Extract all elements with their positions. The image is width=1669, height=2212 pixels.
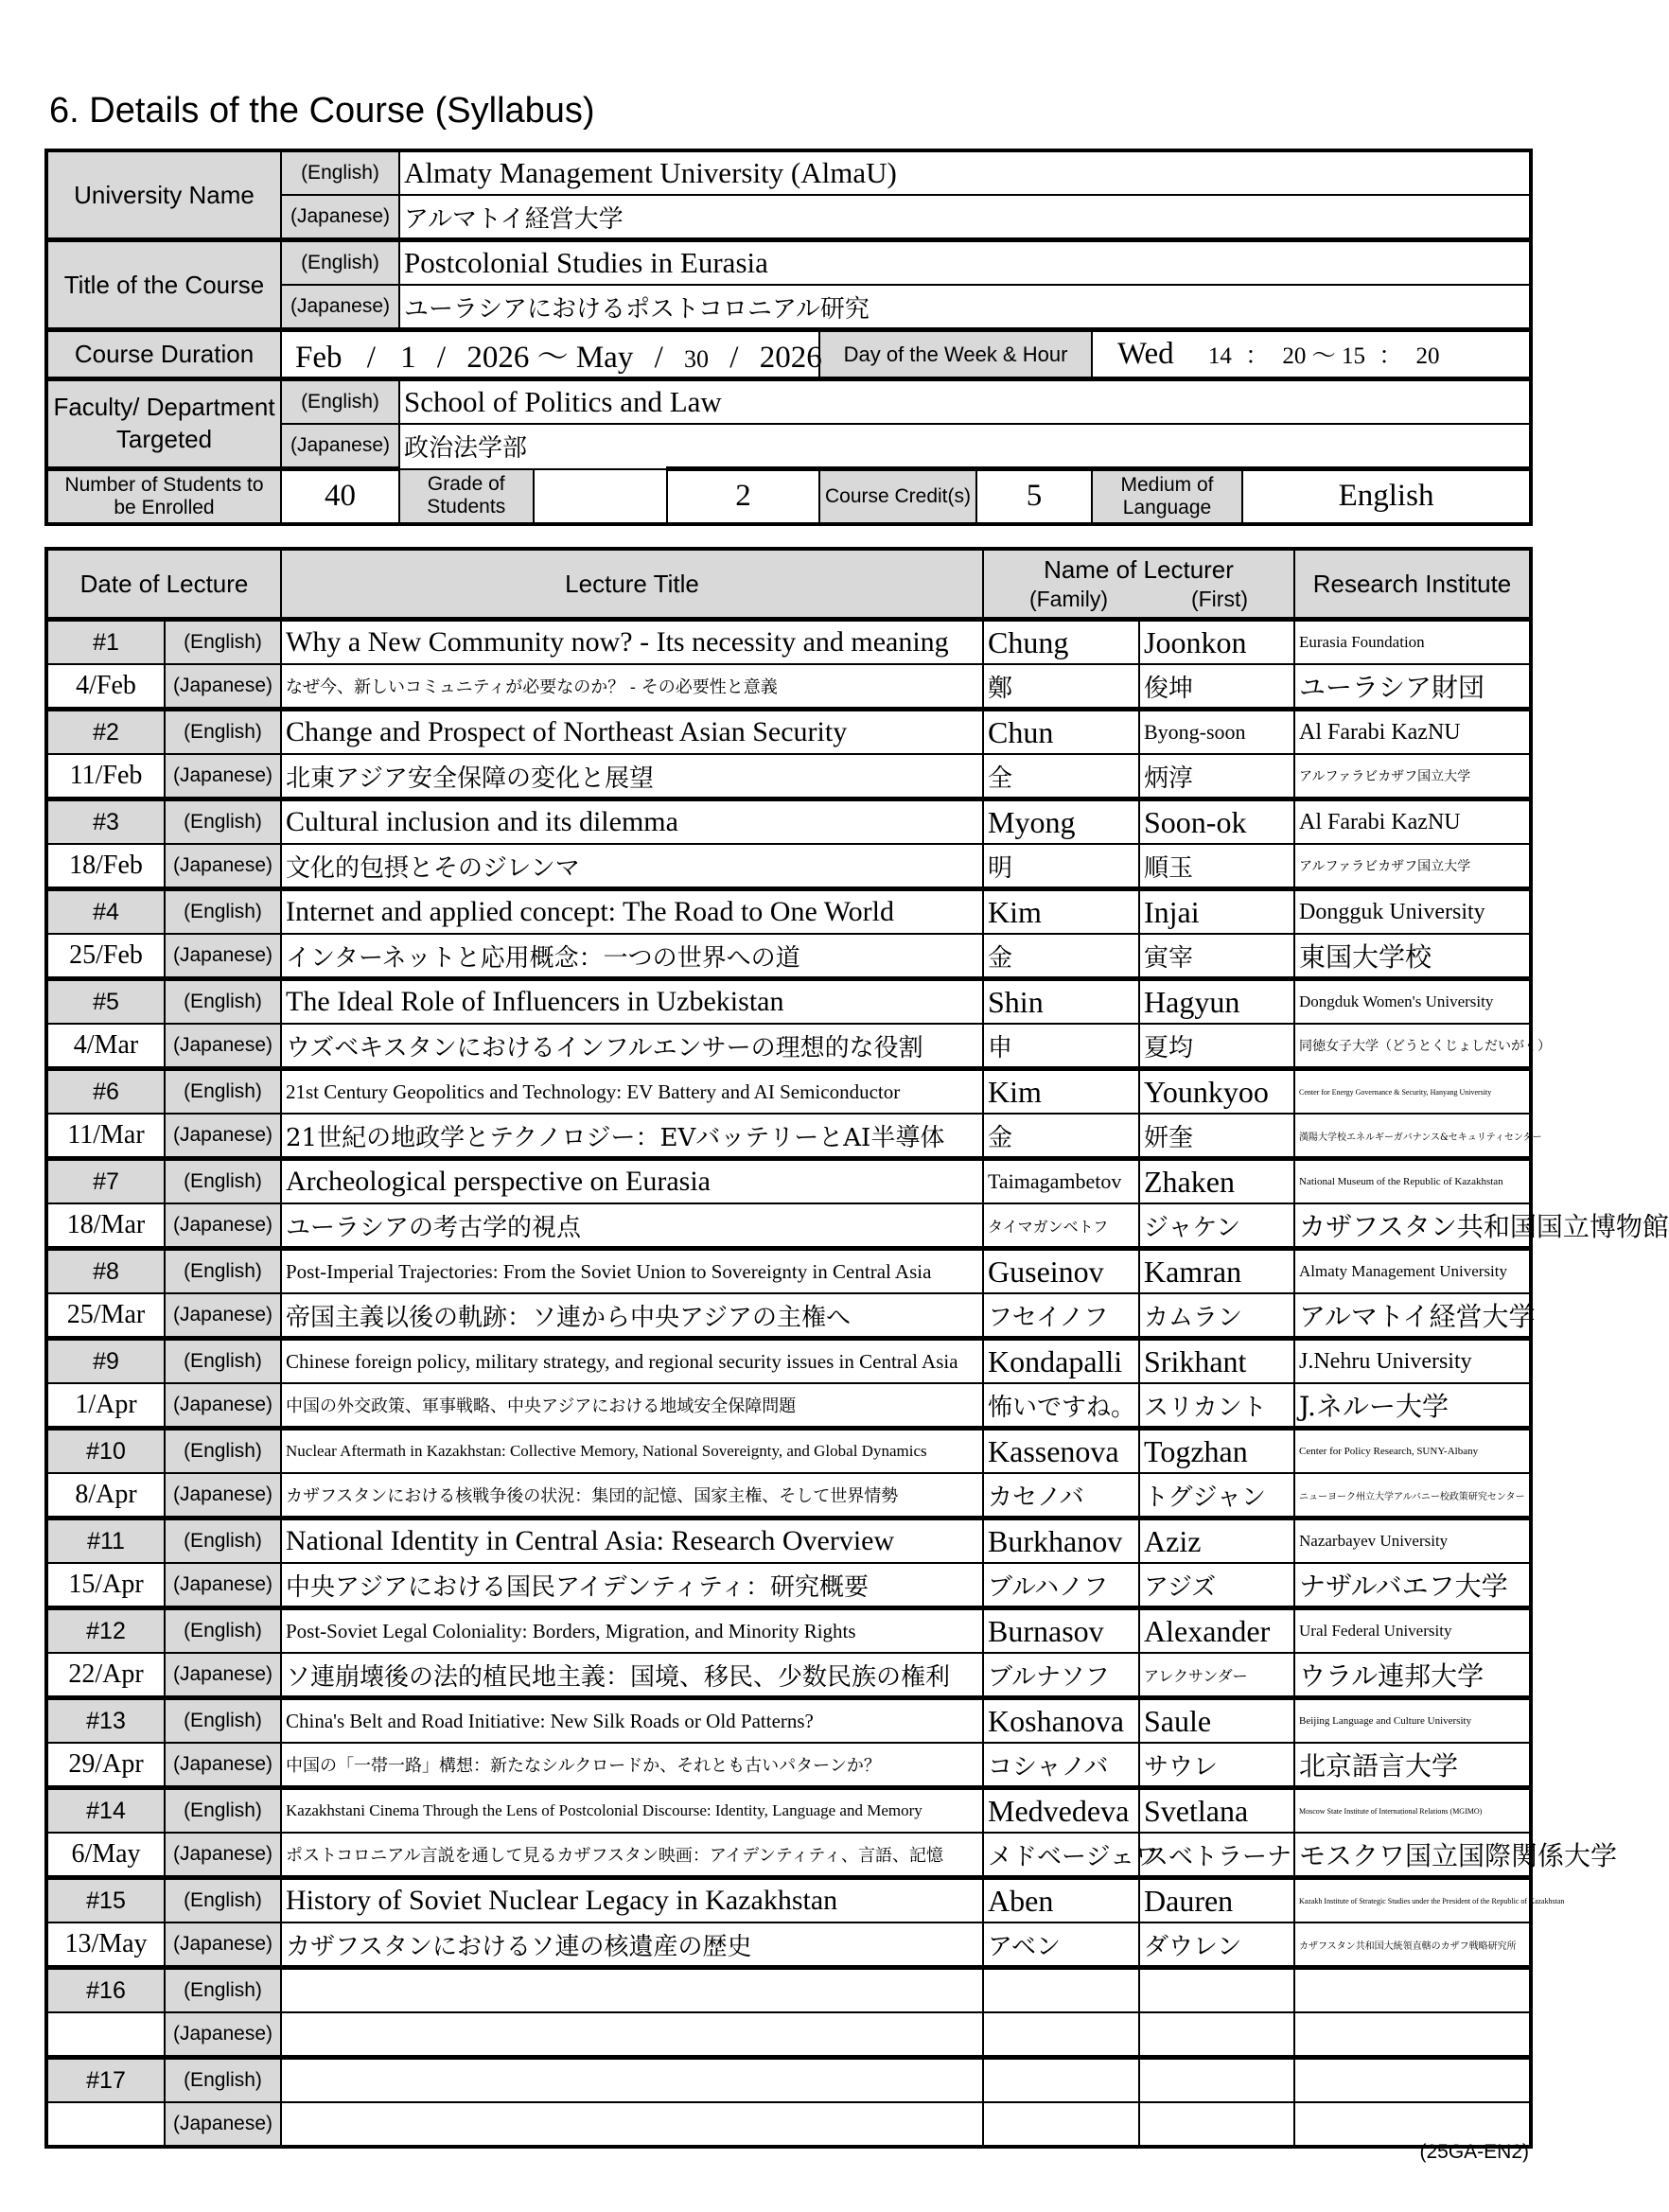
header-institute: Research Institute [1294, 549, 1531, 620]
course-duration-value [281, 330, 822, 379]
lecture-row-english [46, 620, 1531, 665]
lecture-title-jp [281, 2102, 983, 2147]
end-hour: 15 [1341, 343, 1365, 369]
lecture-title-jp: 21世紀の地政学とテクノロジー：EVバッテリーとAI半導体 [281, 1114, 983, 1159]
lecture-row-japanese [46, 844, 1531, 889]
lang-label-japanese: (Japanese) [165, 2012, 281, 2058]
lecture-number: #12 [46, 1608, 165, 1654]
lecture-title-jp: ソ連崩壊後の法的植民地主義：国境、移民、少数民族の権利 [281, 1653, 983, 1698]
lecture-row-english [46, 1429, 1531, 1474]
start-year: 2026 [466, 341, 530, 375]
lecture-row-english [46, 1249, 1531, 1294]
lecturer-first-jp: スリカント [1139, 1383, 1294, 1429]
research-institute-jp: ニューヨーク州立大学アルバニー校政策研究センター [1294, 1473, 1531, 1519]
lecture-row-japanese [46, 1743, 1531, 1788]
end-day: 30 [684, 345, 710, 373]
lecturer-family-jp: 怖いですね。 [983, 1383, 1139, 1429]
lecturer-first-jp: トグジャン [1139, 1473, 1294, 1519]
faculty-label: Faculty/ Department Targeted [46, 379, 281, 469]
research-institute-jp: 東国大学校 [1294, 934, 1531, 979]
header-family: (Family) [1028, 586, 1109, 611]
lang-label-english: (English) [165, 1878, 281, 1923]
lecturer-family-en [983, 1968, 1139, 2013]
lecture-title-jp [281, 2012, 983, 2058]
header-title: Lecture Title [281, 549, 983, 620]
lecture-number: #11 [46, 1519, 165, 1564]
lecture-row-japanese [46, 664, 1531, 710]
research-institute-jp: モスクワ国立国際関係大学 [1294, 1833, 1531, 1878]
research-institute-jp: カザフスタン共和国大統領直轄のカザフ戦略研究所 [1294, 1922, 1531, 1968]
lang-label-english: (English) [165, 799, 281, 845]
lecture-row-japanese [46, 1833, 1531, 1878]
lecturer-family-jp: 鄭 [983, 664, 1139, 710]
lecture-title-jp: カザフスタンにおけるソ連の核遺産の歴史 [281, 1922, 983, 1968]
lecturer-first-jp: ダウレン [1139, 1922, 1294, 1968]
lecturer-family-en: Medvedeva [983, 1788, 1139, 1834]
lecture-title-en: Post-Soviet Legal Coloniality: Borders, Migration, and Minority Rights [281, 1608, 983, 1654]
lecturer-family-en: Taimagambetov [983, 1159, 1139, 1204]
research-institute-jp: ユーラシア財団 [1294, 664, 1531, 710]
start-minute: 20 [1282, 343, 1307, 369]
day-hour-value [1092, 330, 1531, 379]
lang-label-english: (English) [165, 979, 281, 1025]
lecture-date: 25/Mar [46, 1293, 165, 1339]
lecture-row-japanese [46, 2102, 1531, 2147]
lecture-row-japanese [46, 1203, 1531, 1249]
time-colon: ： [1379, 343, 1403, 369]
lecture-title-en [281, 2058, 983, 2103]
lecturer-family-en: Koshanova [983, 1698, 1139, 1744]
lecturer-family-jp: 申 [983, 1024, 1139, 1069]
lecture-number: #14 [46, 1788, 165, 1834]
lecture-date: 8/Apr [46, 1473, 165, 1519]
lecture-date: 11/Mar [46, 1114, 165, 1159]
lang-label-japanese: (Japanese) [165, 1653, 281, 1698]
lang-label-japanese: (Japanese) [165, 1293, 281, 1339]
weekday: Wed [1117, 337, 1174, 371]
lecturer-family-jp: 金 [983, 934, 1139, 979]
lecture-number: #17 [46, 2058, 165, 2103]
faculty-en: School of Politics and Law [399, 379, 1531, 425]
date-separator: / [366, 341, 376, 375]
lecture-number: #16 [46, 1968, 165, 2013]
lecture-date: 29/Apr [46, 1743, 165, 1788]
lecture-row-japanese [46, 1653, 1531, 1698]
lecture-row-japanese [46, 1024, 1531, 1069]
lecture-title-jp: インターネットと応用概念：一つの世界への道 [281, 934, 983, 979]
lecture-row-english [46, 979, 1531, 1025]
lecturer-first-jp: 俊坤 [1139, 664, 1294, 710]
lecturer-first-en: Togzhan [1139, 1429, 1294, 1474]
lecture-row-english [46, 1968, 1531, 2013]
range-tilde: ～ [536, 341, 569, 375]
lecturer-family-jp: フセイノフ [983, 1293, 1139, 1339]
research-institute-jp [1294, 2012, 1531, 2058]
course-title-jp: ユーラシアにおけるポストコロニアル研究 [399, 285, 1531, 330]
lecture-title-en: Why a New Community now? - Its necessity and meaning [281, 620, 983, 665]
lecturer-first-en: Saule [1139, 1698, 1294, 1744]
grade-label: Grade of Students [400, 470, 534, 522]
lecture-row-japanese [46, 754, 1531, 799]
date-separator: / [436, 341, 447, 375]
lecturer-first-jp: アレクサンダー [1139, 1653, 1294, 1698]
lecturer-family-jp: 全 [983, 754, 1139, 799]
lang-label-japanese: (Japanese) [165, 1743, 281, 1788]
lecturer-family-en: Aben [983, 1878, 1139, 1923]
lang-label-japanese: (Japanese) [165, 664, 281, 710]
lecture-date: 18/Mar [46, 1203, 165, 1249]
lecture-title-en: The Ideal Role of Influencers in Uzbekistan [281, 979, 983, 1025]
research-institute-en: National Museum of the Republic of Kazakhstan [1294, 1159, 1531, 1204]
lecturer-first-jp: ジャケン [1139, 1203, 1294, 1249]
lang-label-english: (English) [165, 1608, 281, 1654]
lecturer-first-en: Srikhant [1139, 1339, 1294, 1384]
lecturer-first-jp: 寅宰 [1139, 934, 1294, 979]
research-institute-jp: J.ネルー大学 [1294, 1383, 1531, 1429]
lecturer-family-jp: タイマガンベトフ [983, 1203, 1139, 1249]
lang-label-japanese: (Japanese) [165, 1473, 281, 1519]
lang-label-english: (English) [165, 1159, 281, 1204]
document-code: (25GA-EN2) [1419, 2141, 1529, 2163]
lecturer-family-en: Kassenova [983, 1429, 1139, 1474]
header-lecturer [983, 549, 1294, 620]
lecture-title-jp: カザフスタンにおける核戦争後の状況：集団的記憶、国家主権、そして世界情勢 [281, 1473, 983, 1519]
research-institute-jp [1294, 2102, 1531, 2147]
research-institute-en: Al Farabi KazNU [1294, 710, 1531, 755]
lecturer-first-en: Joonkon [1139, 620, 1294, 665]
lecture-number: #5 [46, 979, 165, 1025]
lecture-title-jp: ユーラシアの考古学的視点 [281, 1203, 983, 1249]
lecture-row-japanese [46, 1114, 1531, 1159]
num-students-label: Number of Students to be Enrolled [46, 469, 281, 524]
credits-value: 5 [976, 469, 1092, 524]
lang-label-english: (English) [281, 379, 399, 425]
lecture-row-english [46, 1698, 1531, 1744]
research-institute-en: Al Farabi KazNU [1294, 799, 1531, 845]
lecture-number: #7 [46, 1159, 165, 1204]
lecture-date: 15/Apr [46, 1563, 165, 1608]
header-first: (First) [1190, 586, 1248, 611]
lecture-title-en: National Identity in Central Asia: Research Overview [281, 1519, 983, 1564]
lang-label-japanese: (Japanese) [281, 424, 399, 469]
lecture-row-japanese [46, 1293, 1531, 1339]
lecturer-family-jp: コシャノバ [983, 1743, 1139, 1788]
research-institute-en: Dongduk Women's University [1294, 979, 1531, 1025]
research-institute-en [1294, 1968, 1531, 2013]
lecturer-first-en: Kamran [1139, 1249, 1294, 1294]
research-institute-en: J.Nehru University [1294, 1339, 1531, 1384]
lecture-number: #10 [46, 1429, 165, 1474]
start-month: Feb [295, 341, 343, 375]
day-hour-label: Day of the Week & Hour [819, 330, 1092, 379]
lecture-date: 4/Feb [46, 664, 165, 710]
lecture-title-en: Post-Imperial Trajectories: From the Soviet Union to Sovereignty in Central Asia [281, 1249, 983, 1294]
lecturer-family-jp [983, 2012, 1139, 2058]
header-date: Date of Lecture [46, 549, 281, 620]
lecturer-family-jp [983, 2102, 1139, 2147]
lang-label-japanese: (Japanese) [165, 1024, 281, 1069]
research-institute-jp: 北京語言大学 [1294, 1743, 1531, 1788]
lecture-title-en: Cultural inclusion and its dilemma [281, 799, 983, 845]
lang-label-english: (English) [165, 1069, 281, 1115]
lecturer-first-en: Svetlana [1139, 1788, 1294, 1834]
lang-label-japanese: (Japanese) [165, 2102, 281, 2147]
lang-label-japanese: (Japanese) [165, 1922, 281, 1968]
lecture-row-english [46, 1878, 1531, 1923]
lecturer-first-jp [1139, 2102, 1294, 2147]
lecture-title-jp: ウズベキスタンにおけるインフルエンサーの理想的な役割 [281, 1024, 983, 1069]
lang-label-japanese: (Japanese) [165, 934, 281, 979]
lang-label-english: (English) [165, 620, 281, 665]
lang-label-english: (English) [165, 1519, 281, 1564]
research-institute-en: Center for Energy Governance & Security, Hanyang University [1294, 1069, 1531, 1115]
research-institute-jp: 同徳女子大学（どうとくじょしだいがく） [1294, 1024, 1531, 1069]
research-institute-en: Moscow State Institute of International Relations (MGIMO) [1294, 1788, 1531, 1834]
lang-label-japanese: (Japanese) [281, 195, 399, 240]
lecturer-family-en: Chung [983, 620, 1139, 665]
lecture-row-japanese [46, 1922, 1531, 1968]
lecture-title-en: Change and Prospect of Northeast Asian Security [281, 710, 983, 755]
credits-label: Course Credit(s) [819, 469, 976, 524]
lecture-row-english [46, 799, 1531, 845]
start-hour: 14 [1207, 343, 1232, 369]
lecture-row-english [46, 1519, 1531, 1564]
lecture-row-english [46, 889, 1531, 935]
lecture-title-en: Kazakhstani Cinema Through the Lens of Postcolonial Discourse: Identity, Language and Memory [281, 1788, 983, 1834]
lecturer-first-jp: 妍奎 [1139, 1114, 1294, 1159]
university-name-en: Almaty Management University (AlmaU) [399, 150, 1531, 195]
lecture-row-japanese [46, 934, 1531, 979]
research-institute-jp: アルファラビカザフ国立大学 [1294, 754, 1531, 799]
lang-label-english: (English) [281, 150, 399, 195]
lecture-title-en: 21st Century Geopolitics and Technology: EV Battery and AI Semiconductor [281, 1069, 983, 1115]
lecturer-family-jp: 明 [983, 844, 1139, 889]
lecture-date: 13/May [46, 1922, 165, 1968]
lecture-date [46, 2012, 165, 2058]
lecture-title-en: History of Soviet Nuclear Legacy in Kazakhstan [281, 1878, 983, 1923]
end-year: 2026 [759, 341, 822, 375]
research-institute-en: Almaty Management University [1294, 1249, 1531, 1294]
lang-label-english: (English) [165, 889, 281, 935]
lecturer-family-en: Myong [983, 799, 1139, 845]
lang-label-japanese: (Japanese) [281, 285, 399, 330]
lecture-title-en [281, 1968, 983, 2013]
lecture-row-japanese [46, 1383, 1531, 1429]
lecture-title-jp: ポストコロニアル言説を通して見るカザフスタン映画：アイデンティティ、言語、記憶 [281, 1833, 983, 1878]
lecture-title-jp: 中央アジアにおける国民アイデンティティ：研究概要 [281, 1563, 983, 1608]
research-institute-jp: カザフスタン共和国国立博物館 [1294, 1203, 1531, 1249]
lecture-title-en: Chinese foreign policy, military strategy, and regional security issues in Central Asia [281, 1339, 983, 1384]
research-institute-jp: アルマトイ経営大学 [1294, 1293, 1531, 1339]
lecture-row-english [46, 710, 1531, 755]
research-institute-en: Nazarbayev University [1294, 1519, 1531, 1564]
lecture-number: #1 [46, 620, 165, 665]
lecturer-family-jp: ブルナソフ [983, 1653, 1139, 1698]
lecture-number: #9 [46, 1339, 165, 1384]
end-minute: 20 [1415, 343, 1440, 369]
lecturer-first-en [1139, 2058, 1294, 2103]
lang-label-english: (English) [165, 1788, 281, 1834]
lecturer-first-en: Hagyun [1139, 979, 1294, 1025]
lecturer-first-en: Dauren [1139, 1878, 1294, 1923]
lecturer-family-en [983, 2058, 1139, 2103]
time-tilde: ～ [1311, 343, 1336, 369]
date-separator: / [729, 341, 739, 375]
lecture-number: #2 [46, 710, 165, 755]
faculty-jp: 政治法学部 [399, 424, 1531, 469]
lecturer-first-en: Byong-soon [1139, 710, 1294, 755]
page-title: 6. Details of the Course (Syllabus) [49, 91, 595, 131]
lecture-title-en: China's Belt and Road Initiative: New Silk Roads or Old Patterns? [281, 1698, 983, 1744]
lecture-number: #8 [46, 1249, 165, 1294]
research-institute-en: Center for Policy Research, SUNY-Albany [1294, 1429, 1531, 1474]
lang-label-japanese: (Japanese) [165, 754, 281, 799]
lecture-date: 4/Mar [46, 1024, 165, 1069]
lecturer-first-en: Zhaken [1139, 1159, 1294, 1204]
lecturer-first-en: Younkyoo [1139, 1069, 1294, 1115]
lecture-number: #6 [46, 1069, 165, 1115]
lang-label-japanese: (Japanese) [165, 1563, 281, 1608]
lecture-row-english [46, 1069, 1531, 1115]
research-institute-en [1294, 2058, 1531, 2103]
research-institute-en: Kazakh Institute of Strategic Studies under the President of the Republic of Kazakhstan [1294, 1878, 1531, 1923]
lecturer-first-jp: スベトラーナ [1139, 1833, 1294, 1878]
lang-label-english: (English) [165, 710, 281, 755]
lecturer-family-jp: 金 [983, 1114, 1139, 1159]
course-info-table [44, 149, 1533, 526]
lecturer-family-en: Kondapalli [983, 1339, 1139, 1384]
lecture-title-jp: 中国の「一帯一路」構想：新たなシルクロードか、それとも古いパターンか？ [281, 1743, 983, 1788]
lang-label-japanese: (Japanese) [165, 1114, 281, 1159]
lecturer-first-jp: アジズ [1139, 1563, 1294, 1608]
lecture-title-en: Internet and applied concept: The Road to One World [281, 889, 983, 935]
lecture-row-english [46, 1608, 1531, 1654]
header-lecturer-label: Name of Lecturer [1044, 555, 1234, 585]
lecturer-first-en: Aziz [1139, 1519, 1294, 1564]
lecturer-first-jp: 炳淳 [1139, 754, 1294, 799]
lang-label-japanese: (Japanese) [165, 1203, 281, 1249]
lecturer-family-en: Burnasov [983, 1608, 1139, 1654]
lecture-date: 22/Apr [46, 1653, 165, 1698]
lecturer-family-en: Burkhanov [983, 1519, 1139, 1564]
num-students-value: 40 [281, 469, 399, 524]
lecture-row-english [46, 1339, 1531, 1384]
lecturer-first-jp: カムラン [1139, 1293, 1294, 1339]
lecturer-family-jp: カセノバ [983, 1473, 1139, 1519]
medium-value: English [1242, 469, 1531, 524]
lecture-date: 6/May [46, 1833, 165, 1878]
lecture-number: #13 [46, 1698, 165, 1744]
course-title-en: Postcolonial Studies in Eurasia [399, 240, 1531, 286]
time-colon: ： [1245, 343, 1270, 369]
lecturer-first-en: Injai [1139, 889, 1294, 935]
lang-label-japanese: (Japanese) [165, 844, 281, 889]
lang-label-japanese: (Japanese) [165, 1383, 281, 1429]
lecturer-family-en: Chun [983, 710, 1139, 755]
lang-label-english: (English) [281, 240, 399, 286]
lecture-row-japanese [46, 2012, 1531, 2058]
start-day: 1 [400, 341, 416, 375]
lecturer-first-jp: 順玉 [1139, 844, 1294, 889]
end-month: May [575, 341, 634, 375]
lecturer-family-en: Kim [983, 1069, 1139, 1115]
university-name-jp: アルマトイ経営大学 [399, 195, 1531, 240]
lecture-title-en: Archeological perspective on Eurasia [281, 1159, 983, 1204]
lecture-row-english [46, 2058, 1531, 2103]
lecture-title-en: Nuclear Aftermath in Kazakhstan: Collective Memory, National Sovereignty, and Global Dynamics [281, 1429, 983, 1474]
research-institute-en: Dongguk University [1294, 889, 1531, 935]
university-name-label: University Name [46, 150, 281, 240]
grade-spacer [534, 470, 667, 522]
lecture-number: #3 [46, 799, 165, 845]
lecturer-family-en: Kim [983, 889, 1139, 935]
research-institute-jp: アルファラビカザフ国立大学 [1294, 844, 1531, 889]
lecturer-first-en: Soon-ok [1139, 799, 1294, 845]
lecture-row-japanese [46, 1473, 1531, 1519]
research-institute-en: Beijing Language and Culture University [1294, 1698, 1531, 1744]
grade-value: 2 [667, 469, 819, 524]
lecturer-family-jp: アベン [983, 1922, 1139, 1968]
lecture-date: 1/Apr [46, 1383, 165, 1429]
lecture-title-jp: 帝国主義以後の軌跡：ソ連から中央アジアの主権へ [281, 1293, 983, 1339]
course-duration-label: Course Duration [46, 330, 281, 379]
lecture-number: #4 [46, 889, 165, 935]
research-institute-jp: ナザルバエフ大学 [1294, 1563, 1531, 1608]
research-institute-jp: ウラル連邦大学 [1294, 1653, 1531, 1698]
lecturer-first-en [1139, 1968, 1294, 2013]
lecture-row-english [46, 1788, 1531, 1834]
lecture-date: 25/Feb [46, 934, 165, 979]
research-institute-en: Ural Federal University [1294, 1608, 1531, 1654]
medium-label: Medium of Language [1092, 469, 1242, 524]
lecture-row-japanese [46, 1563, 1531, 1608]
lang-label-english: (English) [165, 1249, 281, 1294]
lecture-title-jp: 文化的包摂とそのジレンマ [281, 844, 983, 889]
lecture-number: #15 [46, 1878, 165, 1923]
lang-label-english: (English) [165, 1968, 281, 2013]
research-institute-jp: 漢陽大学校エネルギーガバナンス&セキュリティセンター [1294, 1114, 1531, 1159]
lang-label-english: (English) [165, 1339, 281, 1384]
lecturer-first-en: Alexander [1139, 1608, 1294, 1654]
lecture-title-jp: 北東アジア安全保障の変化と展望 [281, 754, 983, 799]
lecture-row-english [46, 1159, 1531, 1204]
lang-label-japanese: (Japanese) [165, 1833, 281, 1878]
lecture-date: 18/Feb [46, 844, 165, 889]
lecturer-family-en: Shin [983, 979, 1139, 1025]
lecturer-family-jp: メドベージェワ [983, 1833, 1139, 1878]
date-separator: / [654, 341, 663, 375]
lecturer-first-jp: サウレ [1139, 1743, 1294, 1788]
lang-label-english: (English) [165, 2058, 281, 2103]
lecture-date [46, 2102, 165, 2147]
lecturer-first-jp [1139, 2012, 1294, 2058]
lecturer-first-jp: 夏均 [1139, 1024, 1294, 1069]
lecture-date: 11/Feb [46, 754, 165, 799]
lecture-title-jp: なぜ今、新しいコミュニティが必要なのか？ - その必要性と意義 [281, 664, 983, 710]
course-title-label: Title of the Course [46, 240, 281, 330]
lang-label-english: (English) [165, 1698, 281, 1744]
lecturer-family-en: Guseinov [983, 1249, 1139, 1294]
lang-label-english: (English) [165, 1429, 281, 1474]
lecture-title-jp: 中国の外交政策、軍事戦略、中央アジアにおける地域安全保障問題 [281, 1383, 983, 1429]
lecture-schedule-table [44, 547, 1669, 2149]
research-institute-en: Eurasia Foundation [1294, 620, 1531, 665]
lecturer-family-jp: ブルハノフ [983, 1563, 1139, 1608]
